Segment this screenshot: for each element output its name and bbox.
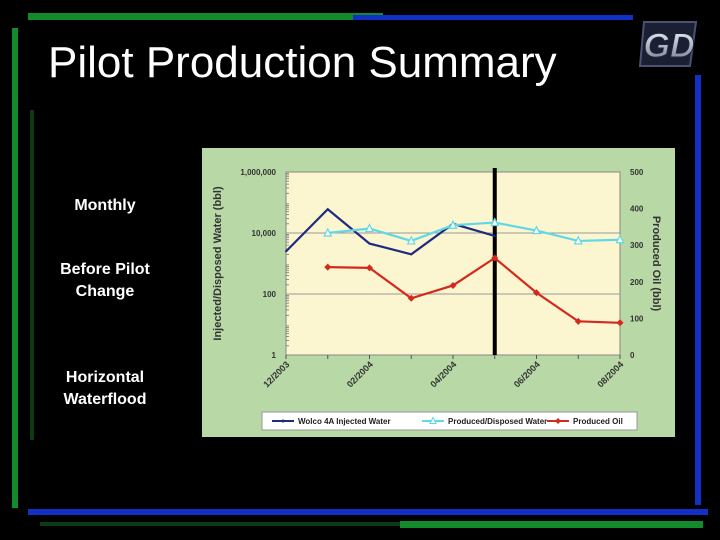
slide-title: Pilot Production Summary	[48, 38, 557, 87]
y-tick-label: 100	[262, 290, 276, 299]
company-logo	[638, 16, 700, 72]
y-right-tick-label: 400	[630, 204, 644, 214]
y-tick-label: 10,000	[251, 229, 276, 238]
y-right-tick-label: 100	[630, 314, 644, 324]
top-blue-bar	[353, 15, 633, 20]
y-right-axis-label: Produced Oil (bbl)	[650, 215, 662, 312]
data-point-0	[410, 253, 412, 255]
legend-label-1: Produced/Disposed Water	[448, 417, 548, 426]
y-tick-label: 1	[271, 351, 276, 360]
x-tick-label: 08/2004	[595, 359, 626, 390]
label-horizontal-waterflood: Horizontal Waterflood	[63, 369, 147, 408]
x-tick-label: 06/2004	[511, 359, 542, 390]
legend-marker-0	[282, 420, 285, 423]
label-monthly: Monthly	[74, 197, 136, 214]
top-green-bar	[28, 13, 383, 20]
x-tick-label: 12/2003	[261, 359, 292, 390]
data-point-0	[285, 250, 287, 252]
legend-label-2: Produced Oil	[573, 417, 623, 426]
y-right-tick-label: 300	[630, 241, 644, 251]
right-blue-bar	[695, 75, 701, 505]
left-green-bar	[12, 28, 18, 508]
y-right-tick-label: 500	[630, 168, 644, 177]
bottom-green-bar	[400, 521, 703, 528]
y-tick-label: 1,000,000	[240, 168, 276, 177]
y-right-tick-label: 200	[630, 277, 644, 287]
data-point-0	[369, 243, 371, 245]
label-before-pilot-change: Before Pilot Change	[60, 261, 150, 300]
logo-text: GD	[643, 27, 695, 65]
data-point-0	[327, 208, 329, 210]
left-dark-bar	[30, 110, 34, 440]
bottom-blue-bar	[28, 509, 708, 515]
data-point-0	[494, 235, 496, 237]
production-chart	[202, 148, 675, 437]
y-right-tick-label: 0	[630, 351, 635, 360]
x-tick-label: 04/2004	[428, 359, 459, 390]
plot-area	[286, 172, 620, 355]
y-axis-label: Injected/Disposed Water (bbl)	[212, 186, 224, 341]
x-tick-label: 02/2004	[344, 359, 375, 390]
bottom-dark-bar	[40, 522, 400, 526]
legend-label-0: Wolco 4A Injected Water	[298, 417, 391, 426]
